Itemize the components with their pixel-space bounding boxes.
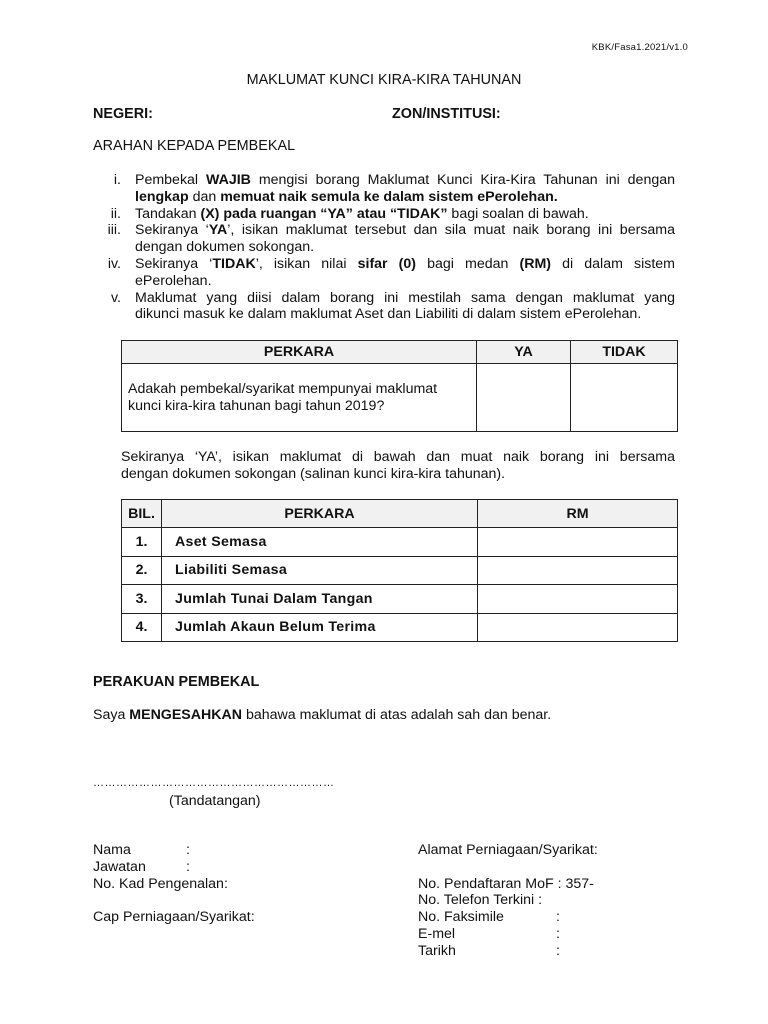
document-title: MAKLUMAT KUNCI KIRA-KIRA TAHUNAN <box>246 72 522 88</box>
negeri-label: NEGERI: <box>93 106 153 122</box>
telefon-label: No. Telefon Terkini : <box>418 892 543 908</box>
mof-label: No. Pendaftaran MoF : 357- <box>418 876 594 892</box>
rm-input-cell[interactable] <box>478 528 678 557</box>
instruction-item: iv. Sekiranya ‘TIDAK’, isikan nilai sifar (0) bagi medan (RM) di dalam sistem ePerolehan. <box>80 256 675 290</box>
ya-instruction-paragraph: Sekiranya ‘YA’, isikan maklumat di bawah dan muat naik borang ini bersama dengan dokumen sokongan (salinan kunci kira-kira tahunan). <box>121 449 675 482</box>
signature-line: ……………………………………………………… <box>93 777 335 789</box>
emel-colon: : <box>556 926 560 942</box>
faksimile-label: No. Faksimile <box>418 909 504 925</box>
signature-label: (Tandatangan) <box>169 793 261 809</box>
ya-checkbox-cell[interactable] <box>477 364 571 432</box>
tarikh-colon: : <box>556 943 560 959</box>
instruction-number: ii. <box>110 205 121 222</box>
instruction-number: i. <box>113 172 121 188</box>
instruction-item: v. Maklumat yang diisi dalam borang ini mestilah sama dengan maklumat yang dikunci masuk ke dalam maklumat Aset dan Liabiliti di dalam sistem ePerolehan. <box>80 290 675 324</box>
column-header-perkara: PERKARA <box>122 341 477 364</box>
cap-syarikat-label: Cap Perniagaan/Syarikat: <box>93 909 255 925</box>
question-table <box>121 340 678 432</box>
tidak-checkbox-cell[interactable] <box>571 364 678 432</box>
instruction-number: iii. <box>107 222 121 239</box>
rm-input-cell[interactable] <box>478 613 678 642</box>
faksimile-colon: : <box>556 909 560 925</box>
perakuan-statement: Saya MENGESAHKAN bahawa maklumat di atas adalah sah dan benar. <box>93 707 552 723</box>
row-item: Liabiliti Semasa <box>162 556 478 585</box>
alamat-label: Alamat Perniagaan/Syarikat: <box>418 842 598 858</box>
column-header-perkara: PERKARA <box>162 500 478 528</box>
instruction-item: ii. Tandakan (X) pada ruangan “YA” atau “TIDAK” bagi soalan di bawah. <box>80 206 675 223</box>
row-item: Jumlah Akaun Belum Terima <box>162 613 478 642</box>
instruction-number: v. <box>111 289 121 306</box>
jawatan-label: Jawatan <box>93 859 146 875</box>
table-row <box>122 585 678 614</box>
balance-sheet-table <box>121 499 678 642</box>
column-header-tidak: TIDAK <box>571 341 678 364</box>
kad-pengenalan-label: No. Kad Pengenalan: <box>93 876 228 892</box>
rm-input-cell[interactable] <box>478 556 678 585</box>
table-row <box>122 556 678 585</box>
rm-input-cell[interactable] <box>478 585 678 614</box>
column-header-bil: BIL. <box>122 500 162 528</box>
row-item: Jumlah Tunai Dalam Tangan <box>162 585 478 614</box>
table-row <box>122 613 678 642</box>
perakuan-heading: PERAKUAN PEMBEKAL <box>93 674 260 690</box>
instruction-number: iv. <box>107 255 121 272</box>
jawatan-colon: : <box>186 859 190 875</box>
column-header-rm: RM <box>478 500 678 528</box>
instruction-item: iii. Sekiranya ‘YA’, isikan maklumat tersebut dan sila muat naik borang ini bersama dengan dokumen sokongan. <box>80 222 675 256</box>
row-number: 4. <box>122 613 162 642</box>
emel-label: E-mel <box>418 926 456 942</box>
row-number: 3. <box>122 585 162 614</box>
row-number: 1. <box>122 528 162 557</box>
table-row <box>122 528 678 557</box>
tarikh-label: Tarikh <box>418 943 456 959</box>
instruction-item: i. Pembekal WAJIB mengisi borang Maklumat Kunci Kira-Kira Tahunan ini dengan lengkap dan memuat naik semula ke dalam sistem ePerolehan. <box>80 172 675 206</box>
nama-label: Nama <box>93 842 131 858</box>
question-cell: Adakah pembekal/syarikat mempunyai maklumat kunci kira-kira tahunan bagi tahun 2019? <box>122 364 477 432</box>
instructions-list <box>80 172 675 323</box>
row-number: 2. <box>122 556 162 585</box>
column-header-ya: YA <box>477 341 571 364</box>
table-row <box>122 364 678 432</box>
row-item: Aset Semasa <box>162 528 478 557</box>
zon-institusi-label: ZON/INSTITUSI: <box>392 106 501 122</box>
arahan-heading: ARAHAN KEPADA PEMBEKAL <box>93 138 296 154</box>
document-reference: KBK/Fasa1.2021/v1.0 <box>591 42 688 53</box>
nama-colon: : <box>186 842 190 858</box>
